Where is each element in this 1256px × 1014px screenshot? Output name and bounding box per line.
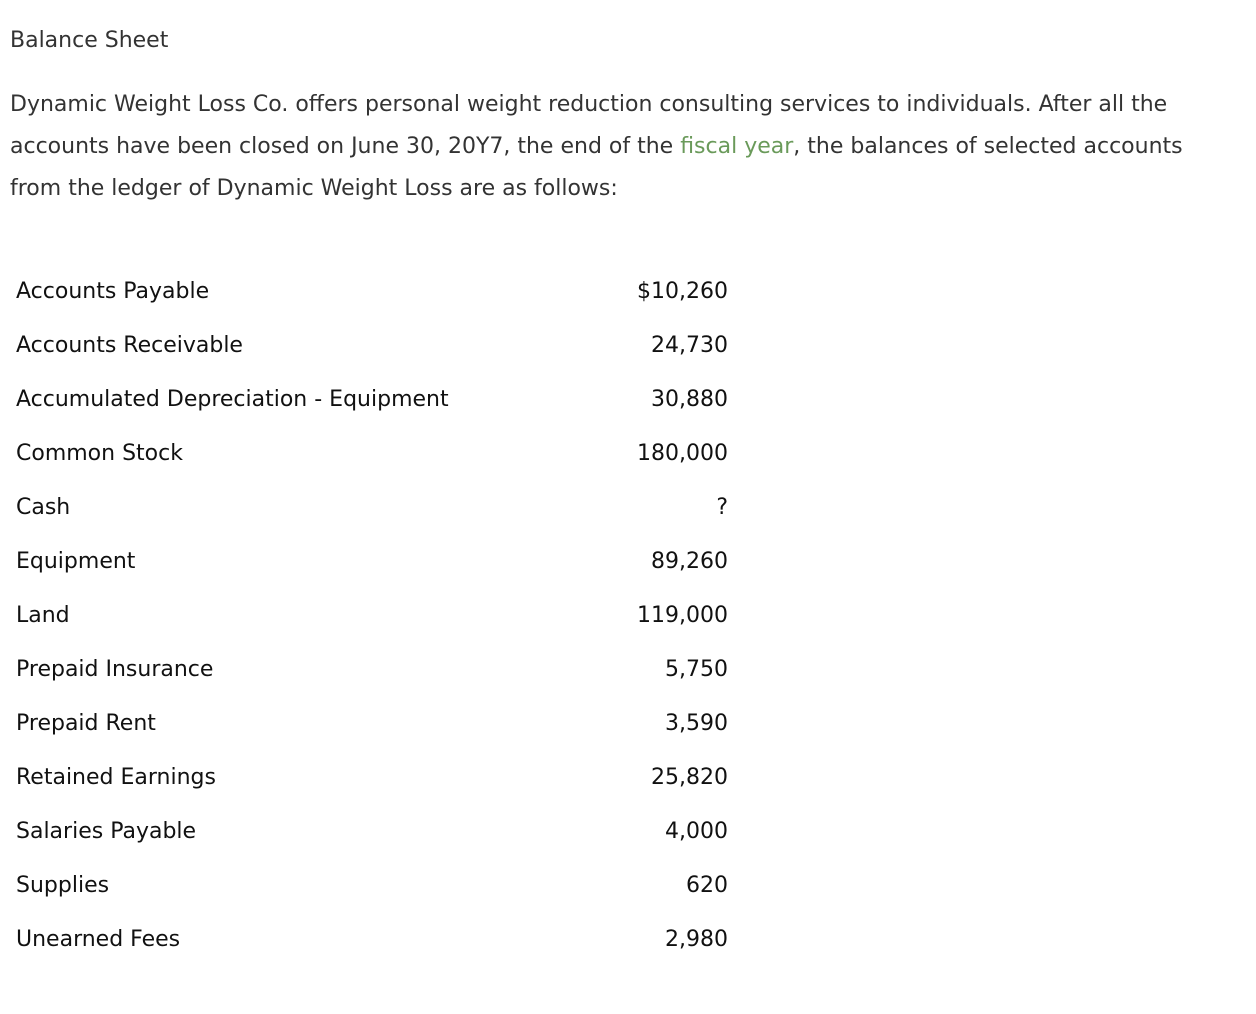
account-name: Accounts Receivable bbox=[16, 332, 243, 358]
account-name: Salaries Payable bbox=[16, 818, 197, 844]
account-name: Accumulated Depreciation - Equipment bbox=[16, 386, 449, 412]
table-row bbox=[16, 534, 728, 588]
account-name: Cash bbox=[16, 494, 71, 520]
account-amount: ? bbox=[716, 494, 728, 520]
account-name: Land bbox=[16, 602, 70, 628]
table-row bbox=[16, 858, 728, 912]
account-name: Unearned Fees bbox=[16, 926, 181, 952]
table-row bbox=[16, 642, 728, 696]
fiscal-year-link[interactable]: fiscal year bbox=[680, 134, 794, 159]
account-name: Common Stock bbox=[16, 440, 183, 466]
account-amount: 4,000 bbox=[665, 818, 728, 844]
page-title: Balance Sheet bbox=[10, 28, 169, 53]
account-amount: 89,260 bbox=[651, 548, 728, 574]
table-row bbox=[16, 912, 728, 966]
account-amount: 25,820 bbox=[651, 764, 728, 790]
account-amount: 5,750 bbox=[665, 656, 728, 682]
table-row bbox=[16, 426, 728, 480]
table-row bbox=[16, 480, 728, 534]
account-amount: 3,590 bbox=[665, 710, 728, 736]
account-balances-table bbox=[16, 264, 728, 966]
account-amount: 119,000 bbox=[637, 602, 728, 628]
account-name: Equipment bbox=[16, 548, 136, 574]
intro-paragraph bbox=[10, 84, 1238, 210]
account-amount: 620 bbox=[686, 872, 728, 898]
intro-text-before: Dynamic Weight Loss Co. offers personal weight reduction consulting services to individuals. After all the accounts have been closed on June 30, 20Y7, the end of the bbox=[10, 92, 1168, 159]
account-amount: $10,260 bbox=[637, 278, 728, 304]
account-amount: 24,730 bbox=[651, 332, 728, 358]
table-row bbox=[16, 750, 728, 804]
account-name: Prepaid Rent bbox=[16, 710, 156, 736]
account-name: Retained Earnings bbox=[16, 764, 216, 790]
table-row bbox=[16, 804, 728, 858]
table-row bbox=[16, 696, 728, 750]
intro-text-after: , the balances of selected accounts from the ledger of Dynamic Weight Loss are as follows: bbox=[10, 134, 1183, 201]
account-amount: 180,000 bbox=[637, 440, 728, 466]
account-name: Prepaid Insurance bbox=[16, 656, 214, 682]
account-amount: 30,880 bbox=[651, 386, 728, 412]
table-row bbox=[16, 588, 728, 642]
table-row bbox=[16, 264, 728, 318]
account-name: Accounts Payable bbox=[16, 278, 210, 304]
account-name: Supplies bbox=[16, 872, 110, 898]
table-row bbox=[16, 372, 728, 426]
account-amount: 2,980 bbox=[665, 926, 728, 952]
table-row bbox=[16, 318, 728, 372]
